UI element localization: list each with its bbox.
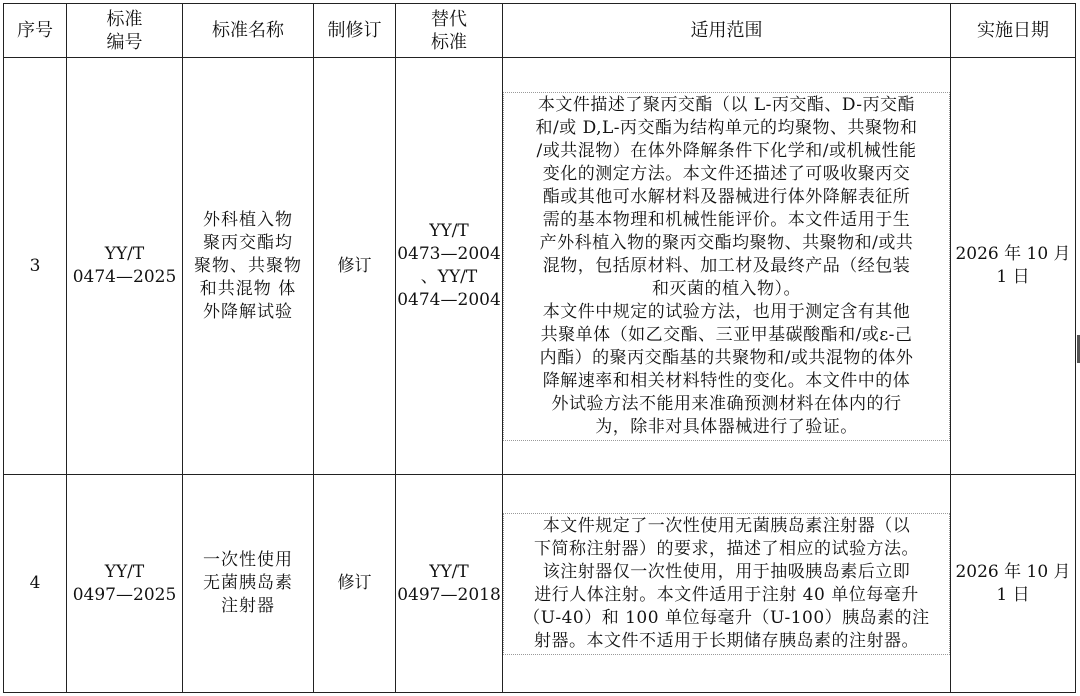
date-line: 2026 年 10 月 (955, 561, 1071, 582)
code-line: YY/T (104, 561, 145, 582)
replaces-line: YY/T (429, 221, 469, 241)
header-date: 实施日期 (951, 4, 1076, 58)
seq-cell: 3 (4, 58, 67, 475)
name-cell (183, 475, 314, 693)
name-line: 无菌胰岛素 (203, 573, 293, 593)
scope-text: 本文件规定了一次性使用无菌胰岛素注射器（以 下简称注射器）的要求，描述了相应的试验方法。 该注射器仅一次性使用，用于抽吸胰岛素后立即 进行人体注射。本文件适用于注射 40 单位每毫升 （U-40）和 100 单位每毫升（U-100）胰岛素的注 射器。本文件不适用于长期储存胰岛素的注射器。 (523, 515, 930, 651)
replaces-line: 0474—2004 (397, 290, 501, 310)
code-line: 0474—2025 (72, 267, 177, 287)
name-line: 聚丙交酯均 (203, 232, 293, 253)
date-line: 1 日 (996, 584, 1030, 605)
table-row (4, 58, 1076, 475)
header-code-line: 标准 (106, 8, 143, 30)
scope-text: 本文件描述了聚丙交酯（以 L-丙交酯、D-丙交酯 和/或 D,L-丙交酯为结构单元的均聚物、共聚物和 /或共混物）在体外降解条件下化学和/或机械性能 变化的测定方法。本文件还描述了可吸收聚丙交 酯或其他可水解材料及器械进行体外降解表征所 需的基本物理和机械性能评价。本文件适用于生 产外科植入物的聚丙交酯均聚物、共聚物和/或共 混物，包括原材料、加工材及最终产品（经包装 和灭菌的植入物）。 本文件中规定的试验方法，也用于测定含有其他 共聚单体（如乙交酯、三亚甲基碳酸酯和/或ε-己 内酯）的聚丙交酯基的共聚物和/或共混物的体外 降解速率和相关材料特性的变化。本文件中的体 外试验方法不能用来准确预测材料在体内的行 为，除非对具体器械进行了验证。 (535, 94, 918, 437)
scope-cell (503, 58, 951, 475)
name-line: 注射器 (221, 596, 275, 616)
name-cell (183, 58, 314, 475)
date-line: 1 日 (996, 267, 1030, 287)
scope-text-box (503, 513, 950, 655)
header-replaces-line: 标准 (431, 31, 467, 53)
date-cell (951, 58, 1076, 475)
header-replaces (396, 4, 503, 58)
replaces-line: YY/T (429, 561, 469, 582)
header-scope: 适用范围 (503, 4, 951, 58)
header-replaces-line: 替代 (431, 8, 467, 30)
header-name: 标准名称 (183, 4, 314, 58)
code-line: YY/T (104, 244, 145, 264)
name-line: 外科植入物 (203, 209, 293, 230)
replaces-cell (396, 58, 503, 475)
standards-table (3, 3, 1076, 693)
name-line: 聚物、共聚物 (194, 255, 302, 276)
scope-cell (503, 475, 951, 693)
seq-cell: 4 (4, 475, 67, 693)
category-cell: 修订 (314, 58, 396, 475)
header-row (4, 4, 1076, 58)
table-row (4, 475, 1076, 693)
scope-text-box (503, 92, 950, 441)
header-code-line: 编号 (106, 31, 143, 53)
code-cell (67, 475, 183, 693)
name-line: 外降解试验 (203, 301, 293, 322)
code-line: 0497—2025 (72, 584, 177, 605)
header-category: 制修订 (314, 4, 396, 58)
replaces-line: 、YY/T (420, 267, 478, 287)
replaces-line: 0497—2018 (397, 584, 501, 605)
header-seq: 序号 (4, 4, 67, 58)
category-cell: 修订 (314, 475, 396, 693)
replaces-cell (396, 475, 503, 693)
replaces-line: 0473—2004 (397, 244, 501, 264)
name-line: 一次性使用 (203, 550, 293, 570)
header-code (67, 4, 183, 58)
date-cell (951, 475, 1076, 693)
name-line: 和共混物 体 (199, 278, 297, 299)
code-cell (67, 58, 183, 475)
date-line: 2026 年 10 月 (955, 244, 1071, 264)
